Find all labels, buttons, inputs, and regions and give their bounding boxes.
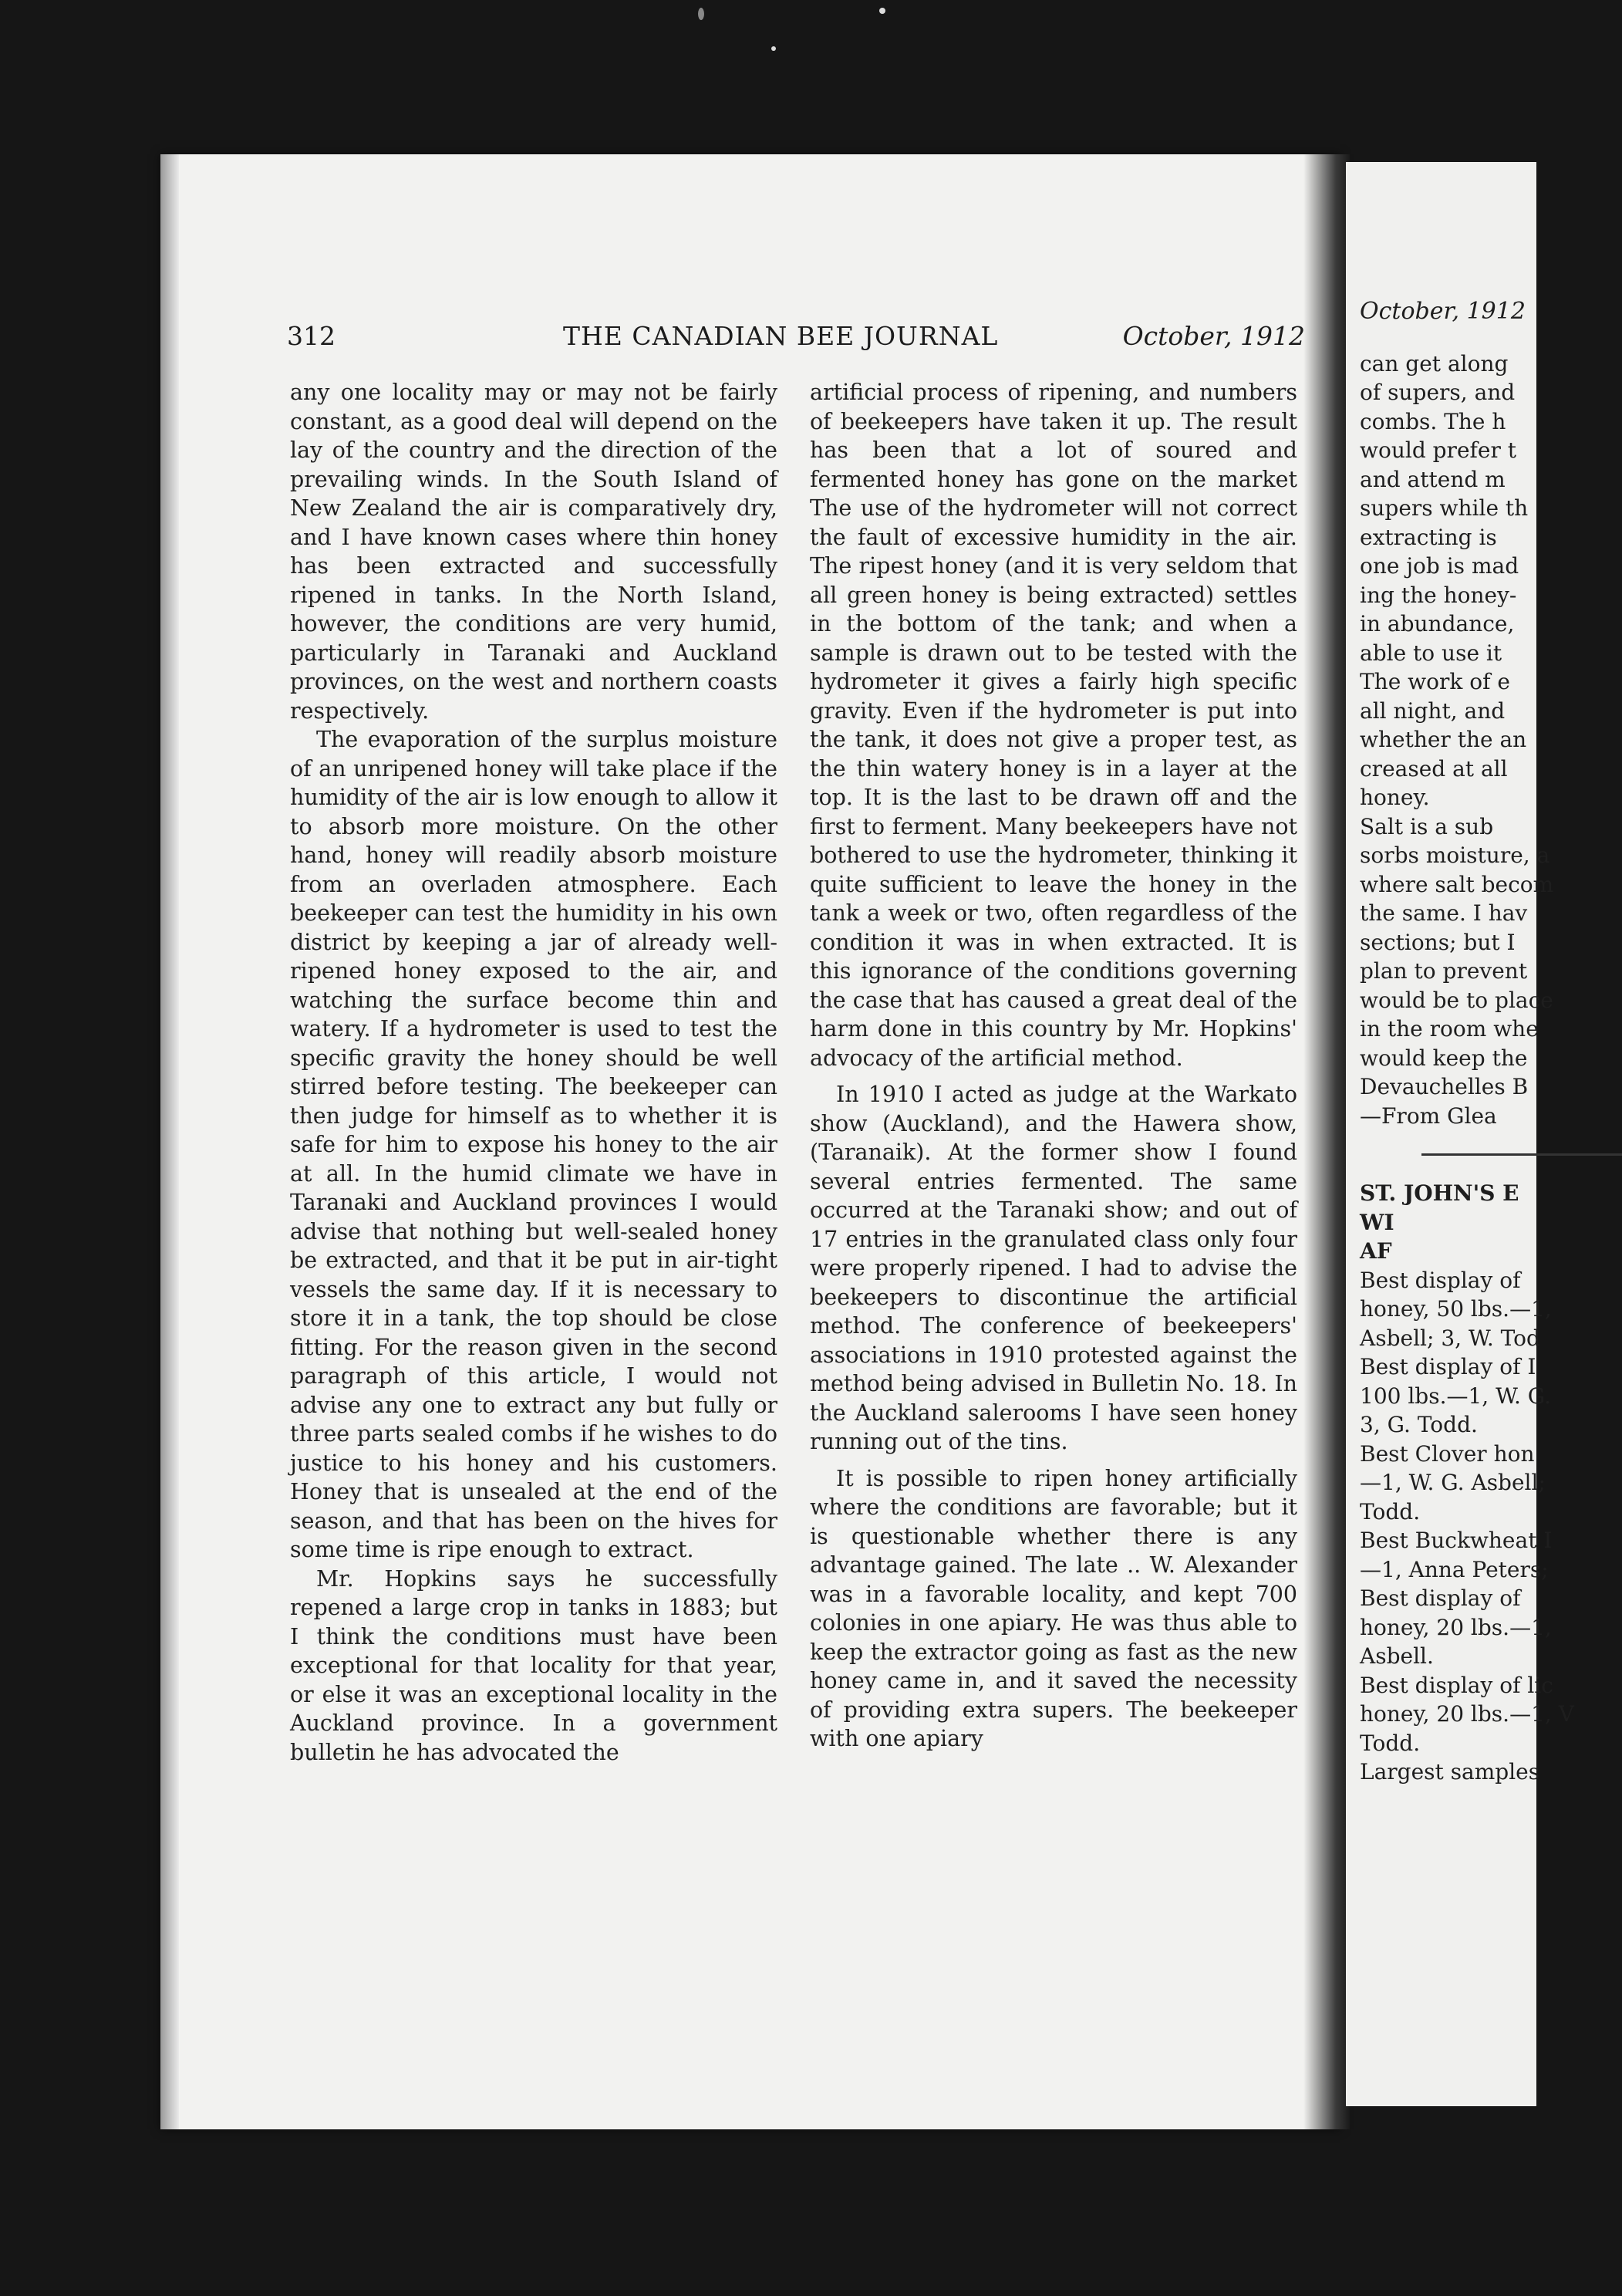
section-divider	[1421, 1153, 1622, 1156]
page-number: 312	[287, 321, 336, 351]
film-speck	[879, 8, 885, 14]
right-page-partial	[1346, 162, 1574, 2106]
next-page-line: in the room whe	[1360, 1016, 1539, 1042]
paragraph: It is possible to ripen honey artificially where the conditions are favorable; but it is questionable whether there is any advantage gained. The late .. W. Alexander was in a favorable locality, and kept 700 colonies in one apiary. He was thus able to keep the extractor going as fast as the new honey came in, and it saved the necessity of providing extra supers. The beekeeper with one apiary	[810, 1465, 1297, 1751]
next-page-line: Largest samples	[1360, 1759, 1540, 1784]
next-page-line: Best Clover hon	[1360, 1440, 1535, 1467]
paragraph: artificial process of ripening, and numbers of beekeepers have taken it up. The result has been that a lot of soured and fermented honey has gone on the market The use of the hydrometer will not correct the fault of excessive humidity in the air. The ripest honey (and it is very seldom that all green honey is being extracted) settles in the bottom of the tank; and when a sample is drawn out to be tested with the hydrometer it gives a fairly high specific gravity. Even if the hydrometer is put into the tank, it does not give a proper test, as the thin watery honey is in a layer at the top. It is the last to be drawn off and the first to ferment. Many beekeepers have not bothered to use the hydrometer, thinking it quite sufficient to leave the honey in the tank a week or two, often regardless of the condition it was in when extracted. It is this ignorance of the conditions governing the case that has caused a great deal of the harm done in this country by Mr. Hopkins' advocacy of the artificial method.	[810, 380, 1297, 1071]
next-page-line: Asbell; 3, W. Tod	[1360, 1325, 1540, 1351]
next-page-line: —1, Anna Peters;	[1360, 1556, 1549, 1582]
next-page-line: would keep the	[1360, 1045, 1528, 1071]
next-page-line: Best display of lic	[1360, 1672, 1553, 1698]
next-page-line: honey, 20 lbs.—1, V	[1360, 1701, 1574, 1727]
film-speck	[771, 46, 776, 51]
article-column-right	[810, 378, 1297, 1754]
next-page-line: Best Buckwheat I	[1360, 1528, 1553, 1553]
next-page-line: sorbs moisture, a	[1360, 842, 1550, 868]
next-page-line: 3, G. Todd.	[1360, 1412, 1478, 1437]
next-page-line: —From Glea	[1360, 1102, 1497, 1129]
next-page-line: Asbell.	[1360, 1643, 1434, 1669]
page-header	[287, 321, 1305, 360]
next-page-line: where salt becom	[1360, 871, 1554, 897]
next-page-line: The work of e	[1360, 669, 1510, 694]
next-page-line: extracting is	[1360, 524, 1497, 550]
next-page-line: combs. The h	[1360, 408, 1506, 434]
journal-title: THE CANADIAN BEE JOURNAL	[563, 321, 999, 351]
next-page-line: honey, 20 lbs.—1,	[1360, 1614, 1552, 1640]
next-page-header: October, 1912	[1360, 298, 1526, 325]
next-page-line: 100 lbs.—1, W. G.	[1360, 1383, 1552, 1409]
next-page-line: can get along	[1360, 350, 1509, 376]
next-page-line: ing the honey-	[1360, 582, 1517, 608]
next-page-text	[1360, 297, 1591, 1787]
next-page-line: supers while th	[1360, 495, 1529, 521]
page-edge-shadow	[160, 154, 179, 2129]
next-page-line: creased at all	[1360, 755, 1508, 782]
next-page-line: Best display of I	[1360, 1354, 1536, 1379]
next-page-line: and attend m	[1360, 466, 1506, 492]
next-page-subheading: AF	[1360, 1238, 1392, 1264]
next-page-line: the same. I hav	[1360, 900, 1528, 926]
next-page-line: honey, 50 lbs.—1,	[1360, 1296, 1552, 1322]
issue-date: October, 1912	[1122, 321, 1305, 351]
next-page-line: Best display of	[1360, 1267, 1521, 1293]
paragraph: The evaporation of the surplus moisture of an unripened honey will take place if the humidity of the air is low enough to allow it to absorb more moisture. On the other hand, honey will readily absorb moisture from an overladen atmosphere. Each beekeeper can test the humidity in his own district by keeping a jar of already well-ripened honey exposed to the air, and watching the surface become thin and watery. If a hydrometer is used to test the specific gravity the honey should be well stirred before testing. The beekeeper can then judge for himself as to whether it is safe for him to expose his honey to the air at all. In the humid climate we have in Taranaki and Auckland provinces I would advise that nothing but well-sealed honey be extracted, and that it be put in air-tight vessels the same day. If it is necessary to store it in a tank, the top should be close fitting. For the reason given in the second paragraph of this article, I would not advise any one to extract any but fully or three parts sealed combs if he wishes to do justice to his honey and his customers. Honey that is unsealed at the end of the season, and that has been on the hives for some time is ripe enough to extract.	[290, 727, 777, 1562]
next-page-line: Todd.	[1360, 1498, 1421, 1524]
next-page-line: —1, W. G. Asbell;	[1360, 1470, 1546, 1495]
next-page-line: in abundance,	[1360, 611, 1515, 636]
paragraph: any one locality may or may not be fairly constant, as a good deal will depend on the lay of the country and the direction of the prevailing winds. In the South Island of New Zealand the air is comparatively dry, and I have known cases where thin honey has been extracted and successfully ripened in tanks. In the North Island, however, the conditions are very humid, particularly in Taranaki and Auckland provinces, on the west and northern coasts respectively.	[290, 380, 777, 724]
next-page-line: Devauchelles B	[1360, 1074, 1529, 1099]
film-speck	[698, 8, 704, 20]
next-page-line: sections; but I	[1360, 929, 1516, 955]
next-page-line: one job is mad	[1360, 553, 1519, 579]
next-page-line: plan to prevent	[1360, 958, 1528, 984]
book-gutter	[1303, 154, 1350, 2129]
next-page-line: of supers, and	[1360, 380, 1516, 405]
next-page-line: able to use it	[1360, 640, 1502, 666]
next-page-heading: WI	[1360, 1209, 1394, 1235]
next-page-line: all night, and	[1360, 697, 1506, 724]
next-page-line: Best display of	[1360, 1585, 1521, 1611]
next-page-line: would be to place	[1360, 987, 1553, 1013]
next-page-heading: ST. JOHN'S E	[1360, 1180, 1519, 1206]
next-page-line: would prefer t	[1360, 437, 1516, 463]
next-page-line: whether the an	[1360, 727, 1527, 752]
next-page-line: honey.	[1360, 785, 1430, 810]
paragraph: Mr. Hopkins says he successfully repened a large crop in tanks in 1883; but I think the conditions must have been exceptional for that locality for that year, or else it was an exceptional locality in the Auckland province. In a government bulletin he has advocated the	[290, 1565, 777, 1765]
next-page-line: Salt is a sub	[1360, 813, 1494, 839]
next-page-line: Todd.	[1360, 1730, 1421, 1756]
paragraph: In 1910 I acted as judge at the Warkato show (Auckland), and the Hawera show, (Taranaik). At the former show I found several entries fermented. The same occurred at the Taranaki show; and out of 17 entries in the granulated class only four were properly ripened. I had to advise the beekeepers to discontinue the artificial method. The conference of beekeepers' associations in 1910 protested against the method being advised in Bulletin No. 18. In the Auckland salerooms I have seen honey running out of the tins.	[810, 1082, 1297, 1454]
article-column-left	[290, 378, 777, 1767]
